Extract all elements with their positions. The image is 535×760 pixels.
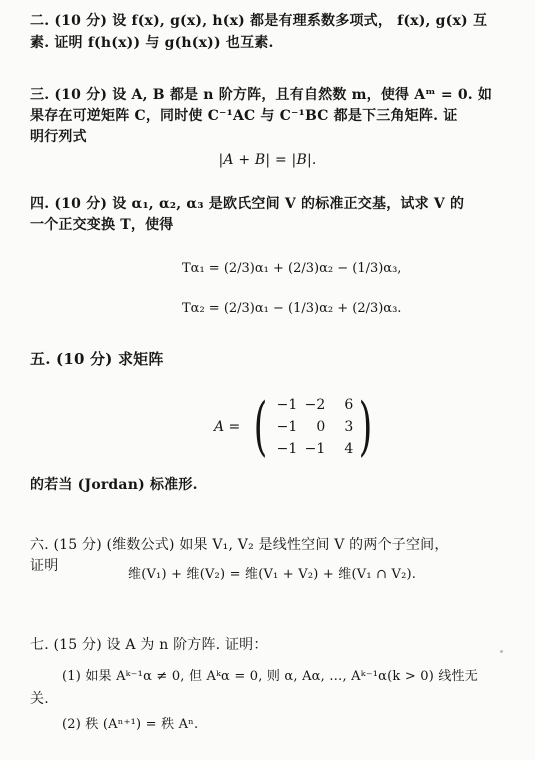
- matrix-a: [214, 392, 378, 462]
- problem-7-line-1: 七. (15 分) 设 A 为 n 阶方阵. 证明：: [30, 637, 268, 653]
- problem-7-line-4: (2) 秩 (Aⁿ⁺¹) = 秩 Aⁿ.: [62, 717, 199, 732]
- problem-4-equation-1: Tα₁ = (2/3)α₁ + (2/3)α₂ − (1/3)α₃,: [182, 261, 402, 276]
- problem-4-line-1: 四. (10 分) 设 α₁, α₂, α₃ 是欧氏空间 V 的标准正交基，试求 V 的: [30, 196, 465, 212]
- scan-speck: [500, 650, 503, 653]
- problem-2-line-1: 二. (10 分) 设 f(x), g(x), h(x) 都是有理系数多项式， f(x), g(x) 互: [30, 13, 488, 29]
- matrix-cell: −2: [304, 397, 326, 413]
- matrix-grid: [273, 395, 353, 459]
- problem-7-line-2: (1) 如果 Aᵏ⁻¹α ≠ 0, 但 Aᵏα = 0, 则 α, Aα, …, Aᵏ⁻¹α(k > 0) 线性无: [62, 669, 478, 684]
- left-paren: (: [253, 390, 268, 464]
- problem-6-line-1: 六. (15 分) (维数公式) 如果 V₁, V₂ 是线性空间 V 的两个子空间，: [30, 537, 449, 553]
- problem-3-formula: |A + B| = |B|.: [218, 152, 317, 168]
- problem-2-line-2: 素. 证明 f(h(x)) 与 g(h(x)) 也互素.: [30, 35, 274, 51]
- problem-5-line-1: 五. (10 分) 求矩阵: [30, 350, 164, 368]
- problem-5-line-2: 的若当 (Jordan) 标准形.: [30, 477, 198, 493]
- matrix-cell: −1: [276, 397, 298, 413]
- problem-3-line-2: 果存在可逆矩阵 C，同时使 C⁻¹AC 与 C⁻¹BC 都是下三角矩阵. 证: [30, 108, 458, 124]
- problem-4-equation-2: Tα₂ = (2/3)α₁ − (1/3)α₂ + (2/3)α₃.: [182, 301, 402, 316]
- matrix-cell: −1: [276, 441, 298, 457]
- problem-3-line-1: 三. (10 分) 设 A, B 都是 n 阶方阵，且有自然数 m，使得 Aᵐ = 0. 如: [30, 87, 493, 103]
- problem-7-line-3: 关.: [30, 691, 49, 707]
- matrix-cell: 6: [344, 397, 354, 413]
- problem-6-line-2: 证明: [30, 558, 59, 574]
- problem-3-line-3: 明行列式: [30, 129, 87, 145]
- problem-4-line-2: 一个正交变换 T，使得: [30, 217, 174, 233]
- matrix-cell: −1: [276, 419, 298, 435]
- right-paren: ): [358, 390, 373, 464]
- matrix-label: A =: [214, 419, 241, 435]
- problem-6-formula: 维(V₁) + 维(V₂) = 维(V₁ + V₂) + 维(V₁ ∩ V₂).: [128, 567, 417, 582]
- matrix-cell: −1: [304, 441, 326, 457]
- matrix-cell: 0: [316, 419, 326, 435]
- matrix-cell: 4: [344, 441, 354, 457]
- matrix-cell: 3: [344, 419, 354, 435]
